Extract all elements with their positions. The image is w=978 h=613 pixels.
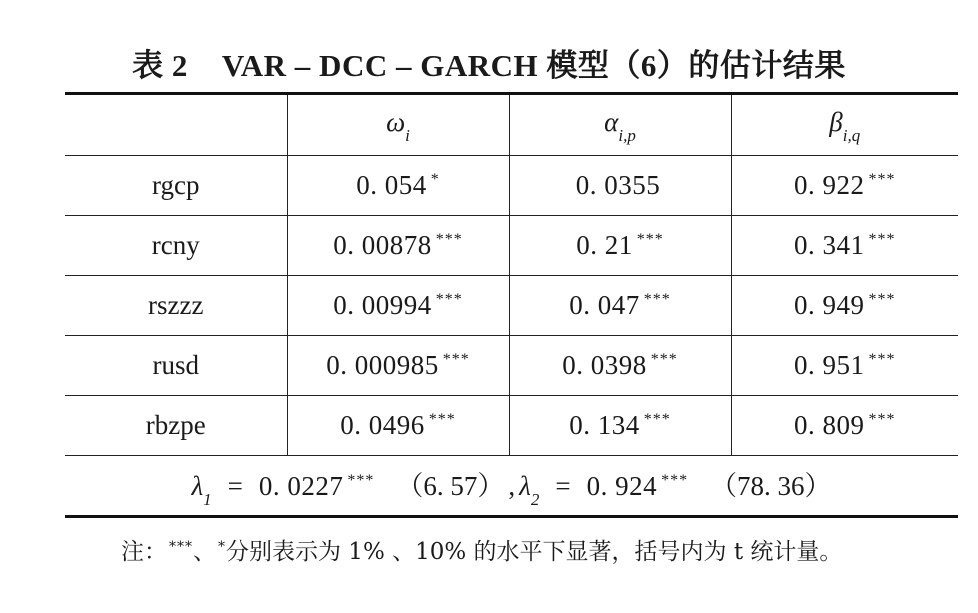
note-prefix: 注： [121, 539, 167, 565]
table-title: VAR – DCC – GARCH 模型（6）的估计结果 [221, 48, 846, 83]
row-name: rusd [65, 336, 287, 396]
cell-value: 0. 951 [794, 350, 865, 380]
lambda1-tstat: （6. 57） [396, 471, 505, 502]
cell-value: 0. 134 [569, 410, 640, 440]
table-row [65, 396, 958, 456]
row-name: rszzz [65, 276, 287, 336]
significance-stars: *** [636, 231, 664, 248]
table-row [65, 216, 958, 276]
header-beta [731, 94, 958, 156]
note-stars-one: * [218, 539, 226, 555]
cell-value: 0. 047 [569, 290, 640, 320]
cell-value: 0. 0398 [562, 350, 647, 380]
lambda-footer-row [65, 456, 958, 517]
header-omega [287, 94, 509, 156]
significance-stars: *** [868, 351, 896, 368]
cell-value: 0. 21 [576, 230, 633, 260]
cell-value: 0. 0496 [340, 410, 425, 440]
significance-stars: *** [650, 351, 678, 368]
beta-cell [731, 276, 958, 336]
lambda2-equals: = [555, 471, 571, 502]
alpha-cell [509, 336, 731, 396]
lambda1-letter: λ [191, 471, 204, 502]
lambda2-stars: *** [661, 472, 689, 490]
table-number: 表 2 [132, 48, 188, 83]
cell-value: 0. 809 [794, 410, 865, 440]
header-row [65, 94, 958, 156]
header-alpha-symbol: α [604, 107, 619, 138]
lambda-cell [65, 456, 958, 517]
row-name: rbzpe [65, 396, 287, 456]
header-blank-cell [65, 94, 287, 156]
significance-stars: *** [435, 231, 463, 248]
table-row [65, 156, 958, 216]
significance-stars: *** [868, 291, 896, 308]
alpha-cell [509, 396, 731, 456]
header-beta-symbol: β [829, 107, 843, 138]
lambda2-sub: 2 [530, 489, 540, 509]
beta-cell [731, 156, 958, 216]
significance-stars: *** [868, 411, 896, 428]
lambda1-stars: *** [347, 472, 375, 490]
beta-cell [731, 396, 958, 456]
note-delimiter: 、 [193, 539, 216, 565]
omega-cell [287, 276, 509, 336]
omega-cell [287, 156, 509, 216]
beta-cell [731, 216, 958, 276]
significance-stars: *** [643, 411, 671, 428]
lambda2-value: 0. 924 [586, 471, 658, 502]
cell-value: 0. 000985 [326, 350, 439, 380]
omega-cell [287, 396, 509, 456]
lambda2-letter: λ [519, 471, 531, 502]
significance-stars: *** [868, 231, 896, 248]
cell-value: 0. 0355 [575, 170, 661, 200]
alpha-cell [509, 156, 731, 216]
beta-cell [731, 336, 958, 396]
table-row [65, 336, 958, 396]
omega-cell [287, 216, 509, 276]
significance-stars: *** [643, 291, 671, 308]
lambda2-tstat: （78. 36） [710, 471, 832, 502]
estimation-table [65, 92, 958, 518]
alpha-cell [509, 276, 731, 336]
header-beta-sub: i,q [842, 125, 861, 145]
cell-value: 0. 054 [356, 170, 427, 200]
lambda-separator: , [508, 471, 516, 502]
omega-cell [287, 336, 509, 396]
table-caption [0, 40, 978, 85]
cell-value: 0. 922 [794, 170, 865, 200]
table-note [121, 533, 842, 566]
cell-value: 0. 341 [794, 230, 865, 260]
header-omega-sub: i [405, 125, 410, 145]
lambda1-symbol [191, 471, 212, 509]
cell-value: 0. 00878 [333, 230, 432, 260]
header-omega-symbol: ω [386, 107, 406, 138]
lambda2-symbol [519, 471, 540, 509]
note-stars-three: *** [169, 539, 193, 555]
lambda1-sub: 1 [203, 489, 212, 509]
header-alpha [509, 94, 731, 156]
lambda1-value: 0. 0227 [258, 471, 344, 502]
significance-stars: *** [435, 291, 463, 308]
significance-stars: *** [442, 351, 470, 368]
header-alpha-sub: i,p [618, 125, 636, 145]
alpha-cell [509, 216, 731, 276]
cell-value: 0. 00994 [333, 290, 432, 320]
row-name: rgcp [65, 156, 287, 216]
significance-stars: *** [868, 171, 896, 188]
table-row [65, 276, 958, 336]
significance-stars: *** [428, 411, 456, 428]
cell-value: 0. 949 [794, 290, 865, 320]
note-text: 分别表示为 1% 、10% 的水平下显著，括号内为 t 统计量。 [226, 539, 843, 565]
significance-stars: * [430, 171, 440, 188]
lambda1-equals: = [227, 471, 243, 502]
row-name: rcny [65, 216, 287, 276]
